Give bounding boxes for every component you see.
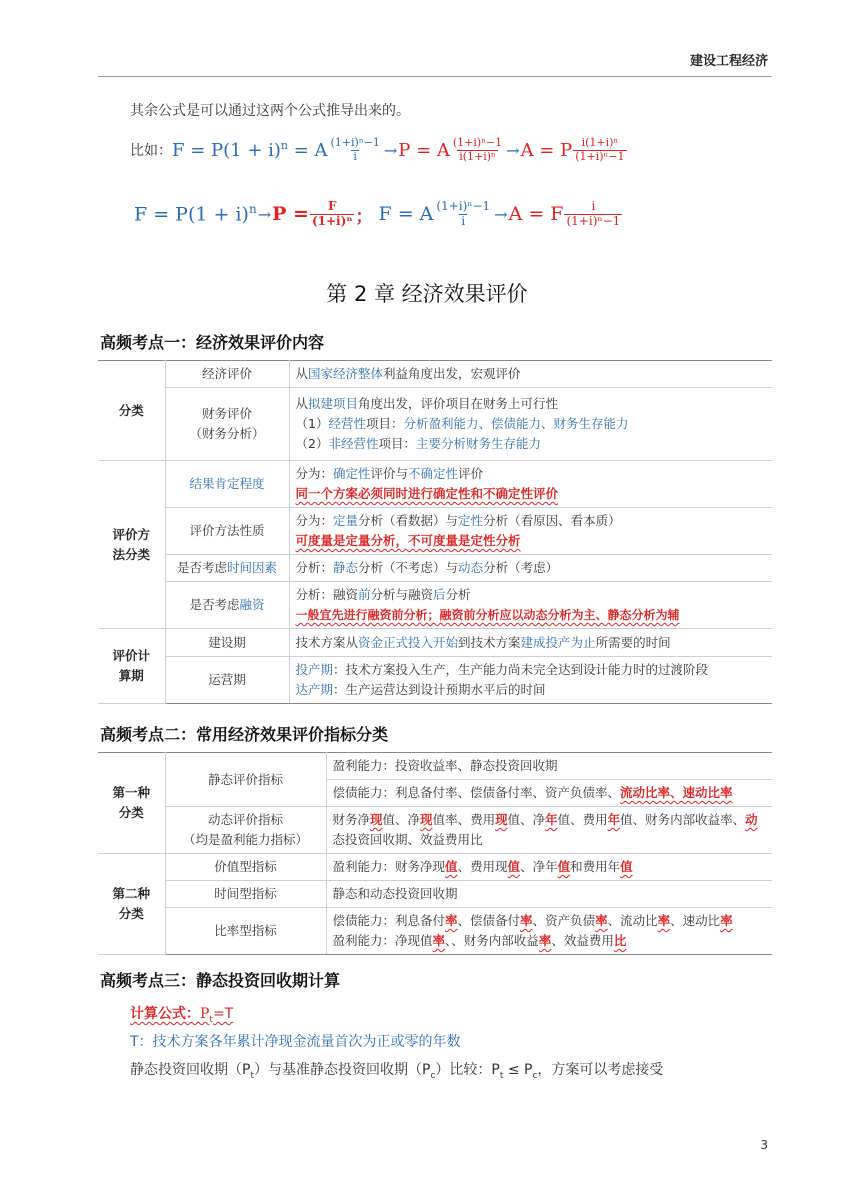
row-content: 投产期：技术方案投入生产，生产能力尚未完全达到设计能力时的过渡阶段 达产期：生产运营达到设计预期水平后的时间 xyxy=(289,657,772,704)
row-content: 盈利能力：财务净现值、费用现值、净年值和费用年值 xyxy=(326,854,772,881)
group-cell: 第二种 分类 xyxy=(98,854,165,955)
formula-line: 计算公式：$P_t=T$ xyxy=(130,1006,234,1025)
table-row xyxy=(98,807,772,854)
row-label: 运营期 xyxy=(165,657,289,704)
row-label: 评价方法性质 xyxy=(165,508,289,555)
page-number: 3 xyxy=(760,1138,768,1152)
group-cell: 分类 xyxy=(98,361,165,461)
formula-f-p-2: $F = P(1 + i)^n$ xyxy=(134,202,257,226)
indicator-table xyxy=(98,752,772,955)
fraction-p-f: $\frac{F}{\text{(1+i)ⁿ}}$ xyxy=(311,198,353,228)
formula-p-f: P = xyxy=(272,203,309,225)
row-label: 静态评价指标 xyxy=(165,753,326,807)
formula-row-1 xyxy=(130,132,628,168)
section-2-title: 高频考点二：常用经济效果评价指标分类 xyxy=(100,725,389,744)
row-content: 静态和动态投资回收期 xyxy=(326,881,772,908)
row-content: 分为：定量分析（看数据）与定性分析（看原因、看本质） 可度量是定量分析，不可度量是定性分析 xyxy=(289,508,772,555)
row-content: 盈利能力：投资收益率、静态投资回收期 xyxy=(326,753,772,780)
fraction-a-p: $\frac{\text{i(1+i)ⁿ}}{\text{(1+i)ⁿ−1}}$ xyxy=(575,135,625,163)
table-row xyxy=(98,881,772,908)
table-row xyxy=(98,582,772,629)
formula-a-f: A = F xyxy=(508,203,564,225)
arrow-icon: → xyxy=(494,204,508,224)
fraction-a-f: $\frac{i}{\text{(1+i)ⁿ−1}}$ xyxy=(566,198,621,228)
row-label: 结果肯定程度 xyxy=(165,461,289,508)
row-label: 价值型指标 xyxy=(165,854,326,881)
row-content: 从国家经济整体利益角度出发，宏观评价 xyxy=(289,361,772,388)
table-row xyxy=(98,555,772,582)
formula-a-p: A = P xyxy=(520,139,573,161)
header-rule xyxy=(98,76,772,77)
group-cell: 第一种 分类 xyxy=(98,753,165,854)
row-content: 偿债能力：利息备付率、偿债备付率、资产负债率、流动比率、速动比率 盈利能力：净现值率、、财务内部收益率、效益费用比 xyxy=(326,908,772,955)
table-row xyxy=(98,657,772,704)
running-header: 建设工程经济 xyxy=(689,54,768,69)
row-label: 是否考虑时间因素 xyxy=(165,555,289,582)
formula-row-2 xyxy=(134,194,623,234)
arrow-icon: → xyxy=(257,204,272,224)
table-row xyxy=(98,908,772,955)
fraction-p-a: $\frac{\text{(1+i)ⁿ−1}}{\text{i(1+i)ⁿ}}$ xyxy=(452,135,503,163)
chapter-title: 第 2 章 经济效果评价 xyxy=(326,282,528,306)
intro-text: 其余公式是可以通过这两个公式推导出来的。 xyxy=(130,103,410,119)
row-label: 财务评价 （财务分析） xyxy=(165,388,289,461)
table-row xyxy=(98,388,772,461)
fraction-f-a: $\frac{\text{(1+i)ⁿ−1}}{i}$ xyxy=(330,135,380,163)
table-row xyxy=(98,508,772,555)
table-row xyxy=(98,753,772,780)
row-content: 分为：确定性评价与不确定性评价 同一个方案必须同时进行确定性和不确定性评价 xyxy=(289,461,772,508)
arrow-icon: → xyxy=(383,140,398,160)
table-row xyxy=(98,629,772,657)
example-label: 比如： xyxy=(130,143,172,159)
arrow-icon: → xyxy=(506,140,520,160)
row-label: 经济评价 xyxy=(165,361,289,388)
row-label: 动态评价指标 （均是盈利能力指标） xyxy=(165,807,326,854)
table-row xyxy=(98,361,772,388)
row-label: 比率型指标 xyxy=(165,908,326,955)
row-label: 建设期 xyxy=(165,629,289,657)
row-label: 时间型指标 xyxy=(165,881,326,908)
formula-separator: ； xyxy=(355,206,373,227)
formula-p-a: P = A xyxy=(398,139,450,161)
table-row xyxy=(98,461,772,508)
t-definition: T：技术方案各年累计净现金流量首次为正或零的年数 xyxy=(130,1034,461,1050)
row-label: 是否考虑融资 xyxy=(165,582,289,629)
evaluation-content-table xyxy=(98,360,772,704)
formula-f-a-2: F = A xyxy=(378,203,434,225)
comparison-line: 静态投资回收期$(P_t)$与基准静态投资回收期$(P_c)$比较：$P_t \le P_c$，方案可以考虑接受 xyxy=(130,1062,664,1081)
row-content: 偿债能力：利息备付率、偿债备付率、资产负债率、流动比率、速动比率 xyxy=(326,780,772,807)
row-content: 从拟建项目角度出发，评价项目在财务上可行性 （1）经营性项目：分析盈利能力、偿债能力、财务生存能力 （2）非经营性项目：主要分析财务生存能力 xyxy=(289,388,772,461)
row-content: 财务净现值、净现值率、费用现值、净年值、费用年值、财务内部收益率、动态投资回收期、效益费用比 xyxy=(326,807,772,854)
group-cell: 评价计 算期 xyxy=(98,629,165,704)
row-content: 分析：静态分析（不考虑）与动态分析（考虑） xyxy=(289,555,772,582)
fraction-f-a-2: $\frac{\text{(1+i)ⁿ−1}}{i}$ xyxy=(436,198,491,228)
section-3-title: 高频考点三：静态投资回收期计算 xyxy=(100,971,341,990)
table-row xyxy=(98,854,772,881)
formula-f-p: $F = P(1 + i)^n = A$ xyxy=(172,139,328,161)
section-1-title: 高频考点一：经济效果评价内容 xyxy=(100,333,325,352)
row-content: 分析：融资前分析与融资后分析 一般宜先进行融资前分析；融资前分析应以动态分析为主、静态分析为辅 xyxy=(289,582,772,629)
row-content: 技术方案从资金正式投入开始到技术方案建成投产为止所需要的时间 xyxy=(289,629,772,657)
group-cell: 评价方 法分类 xyxy=(98,461,165,629)
